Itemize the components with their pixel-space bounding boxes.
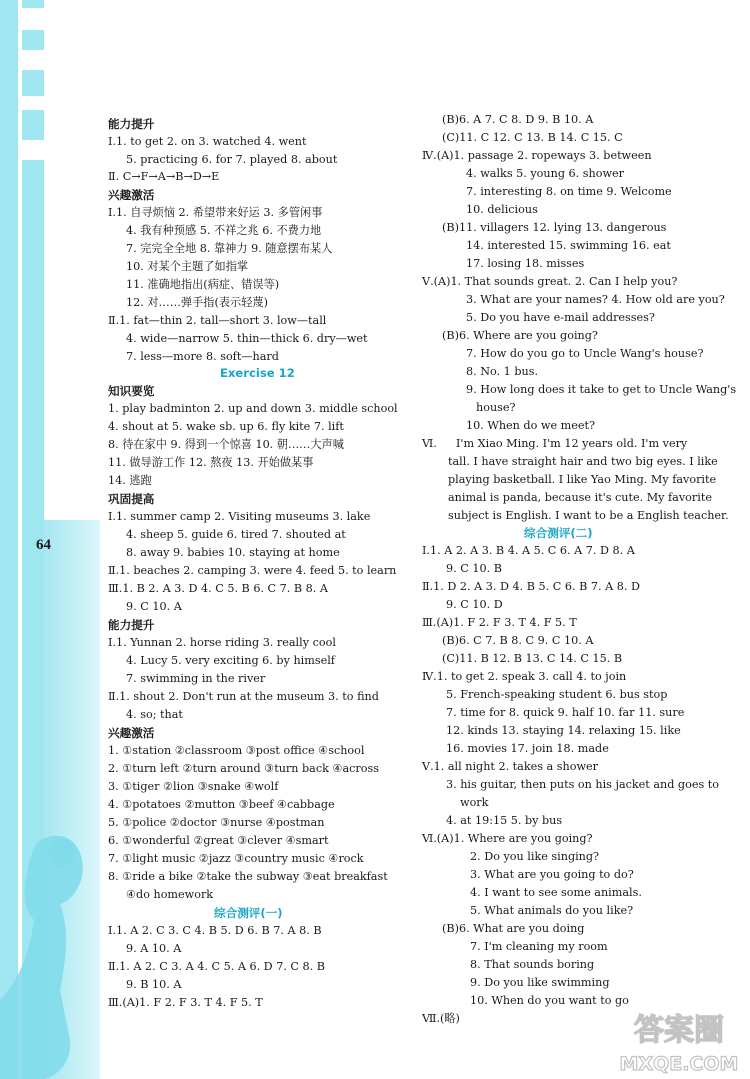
answer-line: 10. When do we meet? (466, 419, 595, 432)
answer-line: Ⅶ.(略) (422, 1012, 460, 1025)
answer-line: Ⅳ.1. to get 2. speak 3. call 4. to join (422, 670, 627, 683)
answer-line: 4. at 19:15 5. by bus (446, 814, 563, 827)
answer-line: Ⅲ.1. B 2. A 3. D 4. C 5. B 6. C 7. B 8. A (108, 582, 328, 595)
answer-line: Ⅱ.1. D 2. A 3. D 4. B 5. C 6. B 7. A 8. D (422, 580, 640, 593)
answer-line: 4. Lucy 5. very exciting 6. by himself (126, 654, 335, 667)
answer-line: 9. B 10. A (126, 978, 182, 991)
answer-line: Ⅴ.(A)1. That sounds great. 2. Can I help you? (422, 275, 678, 288)
answer-line: 3. What are your names? 4. How old are you? (466, 293, 725, 306)
answer-line: Ⅱ.1. shout 2. Don't run at the museum 3. to find (108, 690, 379, 703)
page-number: 64 (36, 537, 51, 553)
answer-line: Ⅰ.1. Yunnan 2. horse riding 3. really cool (108, 636, 336, 649)
answer-line: ④do homework (126, 888, 214, 901)
answer-line: 9. How long does it take to get to Uncle Wang's (466, 383, 737, 396)
section-heading: 能力提升 (108, 618, 155, 632)
answer-line: 2. ①turn left ②turn around ③turn back ④across (108, 762, 379, 775)
answer-line: 7. swimming in the river (126, 672, 266, 685)
answer-line: 14. 逃跑 (108, 474, 152, 487)
answer-line: 12. kinds 13. staying 14. relaxing 15. like (446, 724, 681, 737)
answer-line: 7. interesting 8. on time 9. Welcome (466, 185, 672, 198)
answer-line: (B)11. villagers 12. lying 13. dangerous (442, 221, 667, 234)
section-heading: 兴趣激活 (108, 726, 155, 740)
answer-line: 4. I want to see some animals. (470, 886, 642, 899)
answer-line: tall. I have straight hair and two big eyes. I like (448, 455, 718, 468)
answer-line: 9. C 10. B (446, 562, 502, 575)
answer-line: 7. 完完全全地 8. 靠神力 9. 随意摆布某人 (126, 242, 333, 255)
answer-line: 4. so; that (126, 708, 183, 721)
answer-line: Ⅵ.(A)1. Where are you going? (422, 832, 593, 845)
answer-line: 6. ①wonderful ②great ③clever ④smart (108, 834, 329, 847)
answer-line: 7. How do you go to Uncle Wang's house? (466, 347, 704, 360)
answer-line: 7. I'm cleaning my room (470, 940, 608, 953)
answer-line: 3. ①tiger ②lion ③snake ④wolf (108, 780, 279, 793)
answer-line: Ⅰ.1. A 2. A 3. B 4. A 5. C 6. A 7. D 8. A (422, 544, 635, 557)
answer-line: 8. That sounds boring (470, 958, 595, 971)
answer-line: (B)6. C 7. B 8. C 9. C 10. A (442, 634, 594, 647)
answer-line: (B)6. Where are you going? (442, 329, 598, 342)
answer-line: 8. No. 1 bus. (466, 365, 539, 378)
answer-line: Ⅱ. C→F→A→B→D→E (108, 170, 220, 183)
answer-line: Ⅱ.1. fat—thin 2. tall—short 3. low—tall (108, 314, 327, 327)
answer-line: 10. delicious (466, 203, 538, 216)
watermark-bottom: MXQE.COM (619, 1053, 739, 1075)
answer-line: 7. time for 8. quick 9. half 10. far 11. sure (446, 706, 685, 719)
section-heading: 知识要览 (108, 384, 155, 398)
watermark-top: 答案圈 (634, 1013, 724, 1048)
answer-line: 12. 对……弹手指(表示轻蔑) (126, 296, 268, 309)
answer-line: 9. C 10. A (126, 600, 182, 613)
answer-line: 7. ①light music ②jazz ③country music ④rock (108, 852, 364, 865)
answer-line: Ⅲ.(A)1. F 2. F 3. T 4. F 5. T (422, 616, 577, 629)
answer-line: Ⅱ.1. A 2. C 3. A 4. C 5. A 6. D 7. C 8. B (108, 960, 326, 973)
answer-line: Ⅳ.(A)1. passage 2. ropeways 3. between (422, 149, 652, 162)
section-heading: 综合测评(一) (214, 906, 283, 920)
answer-line: 10. 对某个主题了如指掌 (126, 260, 249, 273)
section-heading: Exercise 12 (220, 366, 295, 380)
answer-line: 9. Do you like swimming (470, 976, 610, 989)
answer-line: 7. less—more 8. soft—hard (126, 350, 279, 363)
answer-line: Ⅱ.1. beaches 2. camping 3. were 4. feed 5. to learn (108, 564, 397, 577)
answer-line: 11. 做导游工作 12. 熬夜 13. 开始做某事 (108, 456, 314, 469)
answer-line: 3. his guitar, then puts on his jacket and goes to (446, 778, 719, 791)
answer-line: playing basketball. I like Yao Ming. My favorite (448, 473, 717, 486)
answer-line: 4. shout at 5. wake sb. up 6. fly kite 7. lift (108, 420, 344, 433)
answer-line: 4. wide—narrow 5. thin—thick 6. dry—wet (126, 332, 368, 345)
answer-line: Ⅰ.1. summer camp 2. Visiting museums 3. lake (108, 510, 371, 523)
answer-line: 10. When do you want to go (470, 994, 629, 1007)
answer-line: 8. away 9. babies 10. staying at home (126, 546, 340, 559)
answer-line: 5. French-speaking student 6. bus stop (446, 688, 668, 701)
section-heading: 巩固提高 (108, 492, 155, 506)
answer-line: 5. ①police ②doctor ③nurse ④postman (108, 816, 325, 829)
answer-line: 9. C 10. D (446, 598, 503, 611)
answer-line: 4. sheep 5. guide 6. tired 7. shouted at (126, 528, 346, 541)
answer-line: (C)11. B 12. B 13. C 14. C 15. B (442, 652, 623, 665)
answer-line: 17. losing 18. misses (466, 257, 585, 270)
answer-line: house? (476, 401, 516, 414)
answer-line: 5. Do you have e-mail addresses? (466, 311, 655, 324)
answer-line: Ⅴ.1. all night 2. takes a shower (422, 760, 598, 773)
answer-line: 5. practicing 6. for 7. played 8. about (126, 153, 338, 166)
answer-line: 16. movies 17. join 18. made (446, 742, 609, 755)
answer-line: Ⅰ.1. to get 2. on 3. watched 4. went (108, 135, 307, 148)
answer-line: work (460, 796, 489, 809)
section-heading: 综合测评(二) (524, 526, 593, 540)
answer-line: (B)6. What are you doing (442, 922, 585, 935)
answer-line: 5. What animals do you like? (470, 904, 634, 917)
section-heading: 能力提升 (108, 117, 155, 131)
answer-line: 1. ①station ②classroom ③post office ④school (108, 744, 365, 757)
answer-line: (B)6. A 7. C 8. D 9. B 10. A (442, 113, 594, 126)
answer-line: 2. Do you like singing? (470, 850, 600, 863)
answer-line: I'm Xiao Ming. I'm 12 years old. I'm very (456, 437, 688, 450)
answer-line: Ⅰ.1. 自寻烦恼 2. 希望带来好运 3. 多管闲事 (108, 206, 323, 219)
answer-line: 4. walks 5. young 6. shower (466, 167, 625, 180)
answer-line: 4. ①potatoes ②mutton ③beef ④cabbage (108, 798, 335, 811)
answer-line: 9. A 10. A (126, 942, 182, 955)
site-watermark-logo (612, 1006, 746, 1076)
answer-line: 4. 我有种预感 5. 不祥之兆 6. 不费力地 (126, 224, 322, 237)
answer-line: animal is panda, because it's cute. My favorite (448, 491, 712, 504)
answer-line: subject is English. I want to be a English teacher. (448, 509, 729, 522)
answer-line: Ⅲ.(A)1. F 2. F 3. T 4. F 5. T (108, 996, 263, 1009)
section-heading: 兴趣激活 (108, 188, 155, 202)
answer-line: 11. 准确地指出(病症、错误等) (126, 278, 280, 291)
answer-line: 14. interested 15. swimming 16. eat (466, 239, 671, 252)
answer-line: 8. ①ride a bike ②take the subway ③eat breakfast (108, 870, 388, 883)
answer-line: Ⅰ.1. A 2. C 3. C 4. B 5. D 6. B 7. A 8. B (108, 924, 322, 937)
answer-line: (C)11. C 12. C 13. B 14. C 15. C (442, 131, 623, 144)
answer-line: 3. What are you going to do? (470, 868, 634, 881)
answer-line: 1. play badminton 2. up and down 3. middle school (108, 402, 398, 415)
answer-line: Ⅵ. (422, 437, 437, 450)
answer-line: 8. 待在家中 9. 得到一个惊喜 10. 朝……大声喊 (108, 438, 344, 451)
